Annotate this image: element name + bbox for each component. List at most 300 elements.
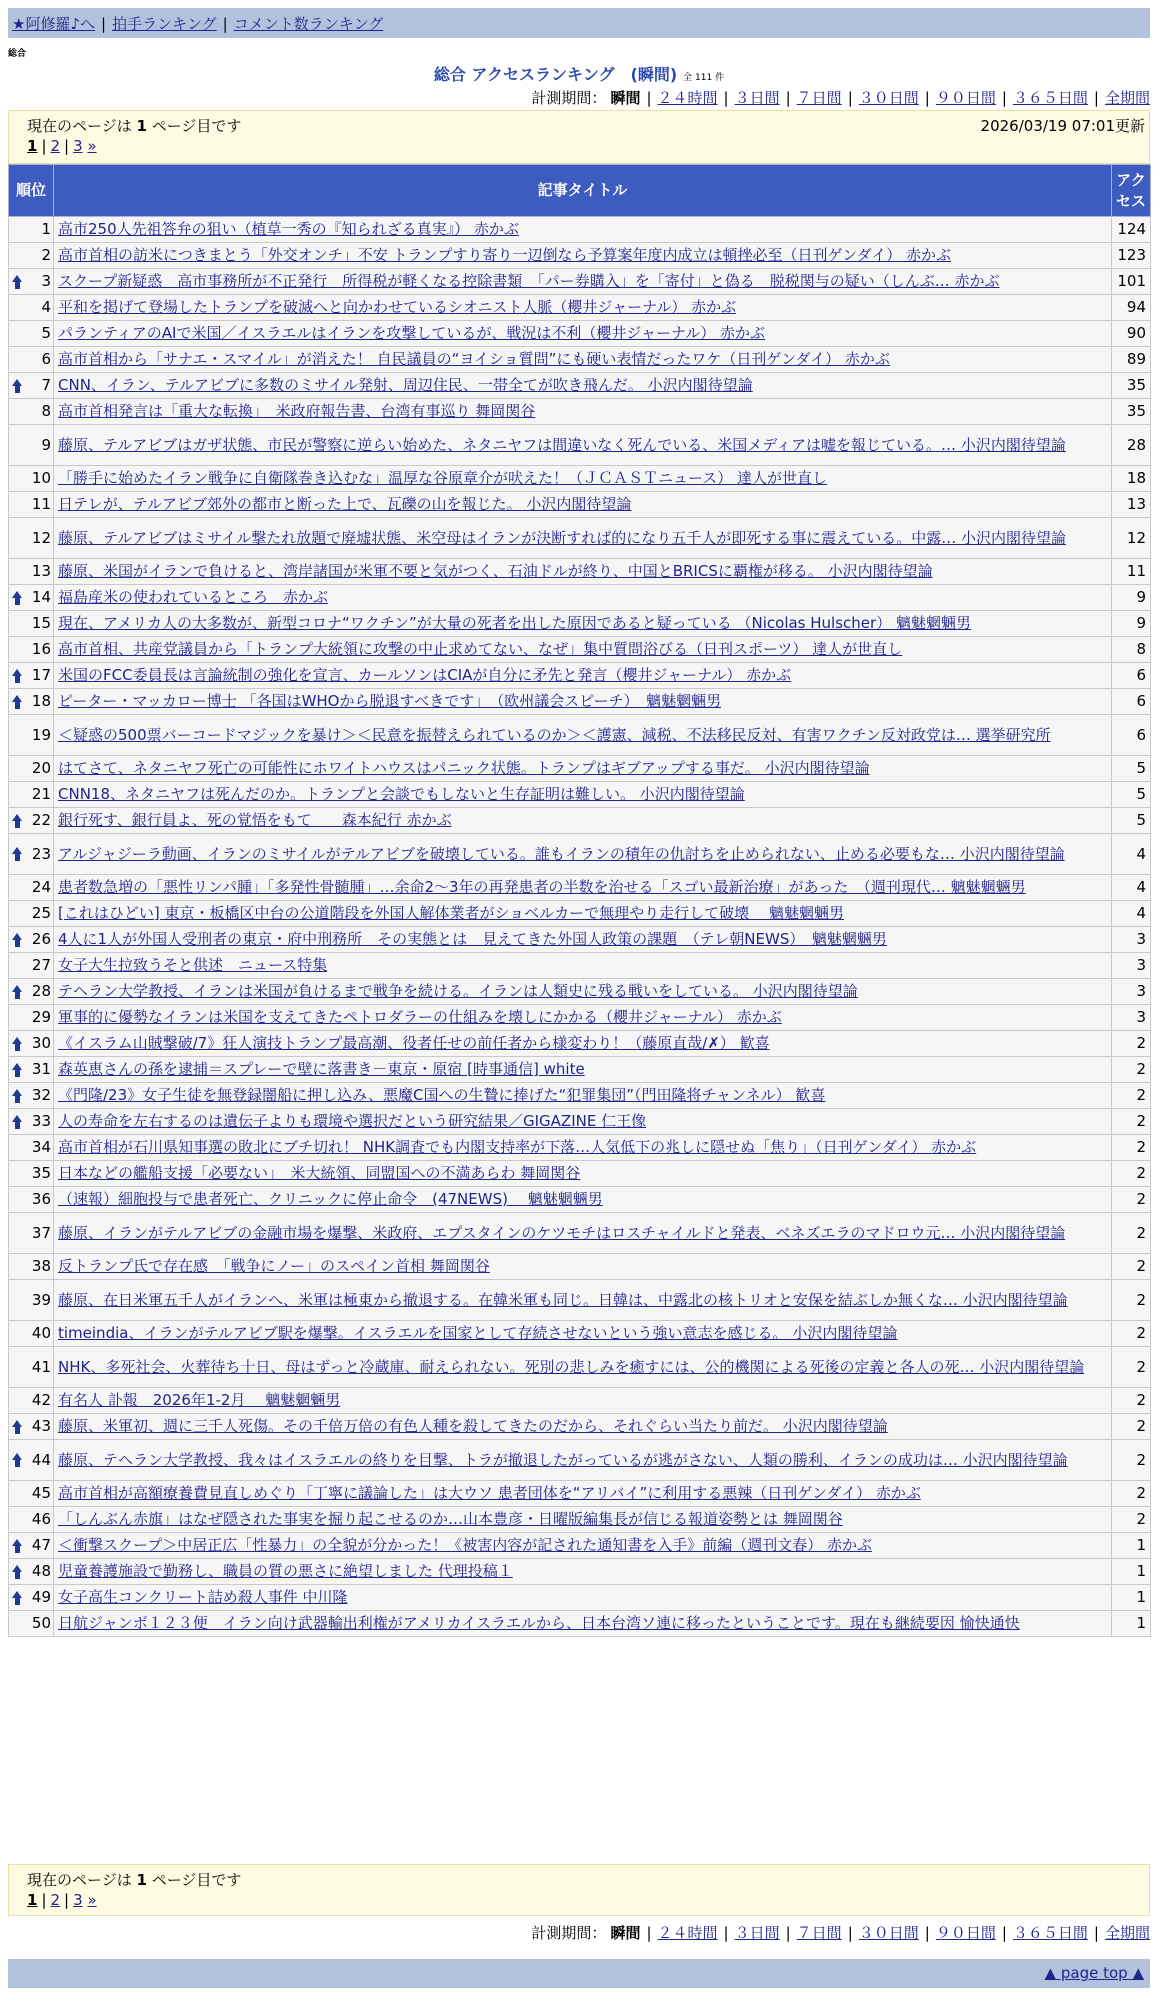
period-selector-bottom: 計測期間： 瞬間 | ２４時間 | ３日間 | ７日間 | ３０日間 | ９０日間 | ３６５日間 | 全期間 (531, 1924, 1150, 1942)
rank-number: 10 (31, 469, 51, 487)
title-cell (54, 979, 1112, 1005)
rank-up-arrow-icon (12, 933, 23, 947)
article-title-link[interactable]: 《イスラム山賊撃破/7》狂人演技トランプ最高潮、役者任せの前任者から様変わり！（藤原直哉/✗） 歓喜 (58, 1034, 770, 1052)
table-row (9, 243, 1151, 269)
table-row (9, 834, 1151, 875)
rank-number: 5 (41, 324, 51, 342)
article-title-link[interactable]: 高市首相から「サナエ・スマイル」が消えた！ 自民議員の“ヨイショ質問”にも硬い表情だったワケ（日刊ゲンダイ） 赤かぶ (58, 350, 890, 368)
access-count: 5 (1112, 808, 1151, 834)
access-count: 2 (1112, 1481, 1151, 1507)
category-tag: 総合 (8, 49, 27, 59)
rank-cell (9, 217, 54, 243)
access-count: 94 (1112, 295, 1151, 321)
rank-up-arrow-icon (12, 591, 23, 605)
article-title-link[interactable]: 高市首相の訪米につきまとう「外交オンチ」不安 トランプすり寄り一辺倒なら予算案年度内成立は頓挫必至（日刊ゲンダイ） 赤かぶ (58, 246, 952, 264)
rank-cell (9, 808, 54, 834)
title-cell (54, 1559, 1112, 1585)
access-count: 6 (1112, 715, 1151, 756)
rank-cell (9, 1109, 54, 1135)
rank-cell (9, 1388, 54, 1414)
article-title-link[interactable]: 藤原、在日米軍五千人がイランへ、米軍は極東から撤退する。在韓米軍も同じ。日韓は、中露北の核トリオと安保を結ぶしか無くな… 小沢内閣待望論 (58, 1290, 1068, 1309)
access-count: 5 (1112, 756, 1151, 782)
rank-number: 33 (31, 1112, 51, 1130)
period-link-90d[interactable]: ９０日間 (935, 89, 996, 107)
article-title-link[interactable]: 日本などの艦船支援「必要ない」 米大統領、同盟国への不満あらわ 舞岡関谷 (58, 1164, 581, 1182)
access-count: 1 (1112, 1559, 1151, 1585)
rank-up-arrow-icon (12, 1591, 23, 1605)
rank-cell (9, 1585, 54, 1611)
access-count: 18 (1112, 466, 1151, 492)
rank-number: 6 (41, 350, 51, 368)
article-title-link[interactable]: ＜疑惑の500票バーコードマジックを暴け＞＜民意を振替えられているのか＞＜護憲、減税、不法移民反対、有害ワクチン反対政党は… 選挙研究所 (58, 725, 1051, 744)
rank-number: 32 (31, 1086, 51, 1104)
access-count: 101 (1112, 269, 1151, 295)
article-title-link[interactable]: 現在、アメリカ人の大多数が、新型コロナ“ワクチン”が大量の死者を出した原因であると疑っている （Nicolas Hulscher） 魑魅魍魎男 (58, 614, 971, 632)
rank-number: 9 (41, 435, 51, 454)
rank-up-arrow-icon (12, 1089, 23, 1103)
rank-number: 12 (31, 528, 51, 547)
article-title-link[interactable]: [これはひどい] 東京・板橋区中台の公道階段を外国人解体業者がショベルカーで無理やり走行して破壊 魑魅魍魎男 (58, 904, 844, 922)
article-title-link[interactable]: 女子大生拉致うそと供述 ニュース特集 (58, 956, 328, 974)
access-count: 2 (1112, 1109, 1151, 1135)
title-cell (54, 347, 1112, 373)
rank-number: 29 (31, 1008, 51, 1026)
article-title-link[interactable]: 福島産米の使われているところ 赤かぶ (58, 588, 329, 606)
rank-number: 38 (31, 1257, 51, 1275)
rank-cell (9, 782, 54, 808)
table-row (9, 1481, 1151, 1507)
table-row (9, 1533, 1151, 1559)
article-title-link[interactable]: 反トランプ氏で存在感 「戦争にノー」のスペイン首相 舞岡関谷 (58, 1257, 490, 1275)
rank-cell (9, 1005, 54, 1031)
article-title-link[interactable]: 米国のFCC委員長は言論統制の強化を宣言、カールソンはCIAが自分に矛先と発言（櫻井ジャーナル） 赤かぶ (58, 666, 792, 684)
rank-number: 8 (41, 402, 51, 420)
title-cell (54, 492, 1112, 518)
rank-up-arrow-icon (12, 985, 23, 999)
period-link-24h[interactable]: ２４時間 (657, 89, 718, 107)
article-title-link[interactable]: テヘラン大学教授、イランは米国が負けるまで戦争を続ける。イランは人類史に残る戦いをしている。 小沢内閣待望論 (58, 982, 858, 1000)
rank-up-arrow-icon (12, 1063, 23, 1077)
rank-cell (9, 715, 54, 756)
page-link-3[interactable]: 3 (73, 137, 83, 155)
article-title-link[interactable]: はてさて、ネタニヤフ死亡の可能性にホワイトハウスはパニック状態。トランプはギブアップする事だ。 小沢内閣待望論 (58, 759, 870, 777)
title-cell (54, 663, 1112, 689)
article-title-link[interactable]: ピーター・マッカロー博士 「各国はWHOから脱退すべきです」 （欧州議会スピーチ） 魑魅魍魎男 (58, 692, 722, 710)
rank-cell (9, 518, 54, 559)
access-count: 35 (1112, 399, 1151, 425)
rank-cell (9, 1135, 54, 1161)
rank-up-arrow-icon (12, 379, 23, 393)
access-count: 2 (1112, 1507, 1151, 1533)
page-link-2[interactable]: 2 (50, 137, 61, 155)
table-row (9, 1440, 1151, 1481)
title-cell (54, 1533, 1112, 1559)
access-count: 2 (1112, 1031, 1151, 1057)
article-title-link[interactable]: 高市首相発言は「重大な転換」 米政府報告書、台湾有事巡り 舞岡関谷 (58, 402, 536, 420)
access-count: 9 (1112, 611, 1151, 637)
article-title-link[interactable]: CNN、イラン、テルアビブに多数のミサイル発射、周辺住民、一帯全てが吹き飛んだ。 小沢内閣待望論 (58, 376, 753, 394)
rank-cell (9, 756, 54, 782)
access-count: 3 (1112, 953, 1151, 979)
rank-number: 34 (31, 1138, 51, 1156)
article-title-link[interactable]: 高市首相が石川県知事選の敗北にブチ切れ！ NHK調査でも内閣支持率が下落…人気低下の兆しに隠せぬ「焦り」（日刊ゲンダイ） 赤かぶ (58, 1138, 977, 1156)
rank-number: 1 (41, 220, 51, 238)
rank-number: 46 (31, 1510, 51, 1528)
rank-number: 39 (31, 1290, 51, 1309)
title-cell (54, 373, 1112, 399)
rank-cell (9, 1031, 54, 1057)
table-row (9, 1135, 1151, 1161)
access-count: 2 (1112, 1254, 1151, 1280)
article-title-link[interactable]: 藤原、イランがテルアビブの金融市場を爆撃、米政府、エプスタインのケツモチはロスチャイルドと発表、ベネズエラのマドロウ元… 小沢内閣待望論 (58, 1223, 1066, 1242)
title-cell (54, 321, 1112, 347)
table-row (9, 1254, 1151, 1280)
article-title-link[interactable]: 藤原、米軍初、週に三千人死傷。その千倍万倍の有色人種を殺してきたのだから、それぐらい当たり前だ。 小沢内閣待望論 (58, 1417, 888, 1435)
rank-number: 7 (41, 376, 51, 394)
access-count: 5 (1112, 782, 1151, 808)
article-title-link[interactable]: 「しんぶん赤旗」はなぜ隠された事実を掘り起こせるのか…山本豊彦・日曜版編集長が信じる報道姿勢とは 舞岡関谷 (58, 1510, 843, 1528)
title-cell (54, 1135, 1112, 1161)
rank-number: 11 (31, 495, 51, 513)
nav-link-asyura[interactable]: ★阿修羅♪へ (12, 15, 96, 33)
title-cell (54, 1057, 1112, 1083)
page-link-3-bottom[interactable]: 3 (73, 1891, 83, 1909)
rank-cell (9, 373, 54, 399)
page-top-link[interactable]: ▲ page top ▲ (1044, 1964, 1144, 1982)
access-count: 2 (1112, 1280, 1151, 1321)
title-cell (54, 1611, 1112, 1637)
access-count: 2 (1112, 1187, 1151, 1213)
article-title-link[interactable]: 人の寿命を左右するのは遺伝子よりも環境や選択だという研究結果／GIGAZINE 仁王像 (58, 1112, 647, 1130)
title-cell (54, 399, 1112, 425)
access-count: 2 (1112, 1135, 1151, 1161)
title-cell (54, 689, 1112, 715)
access-count: 4 (1112, 875, 1151, 901)
rank-cell (9, 399, 54, 425)
title-cell (54, 1321, 1112, 1347)
article-title-link[interactable]: 藤原、テヘラン大学教授、我々はイスラエルの終りを目撃、トラが撤退したがっているが逃がさない、人類の勝利、イランの成功は… 小沢内閣待望論 (58, 1450, 1068, 1469)
period-link-365d[interactable]: ３６５日間 (1012, 89, 1088, 107)
article-title-link[interactable]: 有名人 訃報 2026年1-2月 魑魅魍魎男 (58, 1391, 341, 1409)
period-link-3d[interactable]: ３日間 (734, 89, 780, 107)
table-row (9, 979, 1151, 1005)
rank-cell (9, 295, 54, 321)
rank-number: 14 (31, 588, 51, 606)
title-cell (54, 1187, 1112, 1213)
period-link-7d-bottom[interactable]: ７日間 (796, 1924, 842, 1942)
table-row (9, 1388, 1151, 1414)
rank-cell (9, 243, 54, 269)
article-title-link[interactable]: 高市首相が高額療養費見直しめぐり「丁寧に議論した」は大ウソ 患者団体を“アリバイ”に利用する悪辣（日刊ゲンダイ） 赤かぶ (58, 1484, 921, 1502)
table-row (9, 1031, 1151, 1057)
title-cell (54, 715, 1112, 756)
table-row (9, 1187, 1151, 1213)
article-title-link[interactable]: 平和を掲げて登場したトランプを破滅へと向かわせているシオニスト人脈（櫻井ジャーナル） 赤かぶ (58, 298, 737, 316)
top-nav: ★阿修羅♪へ | 拍手ランキング | コメント数ランキング (8, 8, 1150, 38)
rank-number: 26 (31, 930, 51, 948)
page-title (0, 62, 1158, 85)
article-title-link[interactable]: ＜衝撃スクープ＞中居正広「性暴力」の全貌が分かった！《被害内容が記された通知書を入手》前編（週刊文春） 赤かぶ (58, 1536, 873, 1554)
rank-cell (9, 1347, 54, 1388)
table-row (9, 217, 1151, 243)
rank-number: 24 (31, 878, 51, 896)
rank-cell (9, 1414, 54, 1440)
rank-up-arrow-icon (12, 1115, 23, 1129)
article-title-link[interactable]: 児童養護施設で勤務し、職員の質の悪さに絶望しました 代理投稿１ (58, 1562, 513, 1580)
period-link-90d-bottom[interactable]: ９０日間 (935, 1924, 996, 1942)
rank-cell (9, 559, 54, 585)
rank-cell (9, 466, 54, 492)
rank-number: 43 (31, 1417, 51, 1435)
article-title-link[interactable]: 女子高生コンクリート詰め殺人事件 中川隆 (58, 1588, 348, 1606)
table-row (9, 1005, 1151, 1031)
access-count: 89 (1112, 347, 1151, 373)
access-count: 12 (1112, 518, 1151, 559)
rank-number: 36 (31, 1190, 51, 1208)
article-title-link[interactable]: timeindia、イランがテルアビブ駅を爆撃。イスラエルを国家として存続させないという強い意志を感じる。 小沢内閣待望論 (58, 1324, 898, 1342)
rank-number: 21 (31, 785, 51, 803)
title-cell (54, 927, 1112, 953)
article-title-link[interactable]: （速報）細胞投与で患者死亡、クリニックに停止命令 (47NEWS) 魑魅魍魎男 (58, 1190, 603, 1208)
page-title-text: 総合 アクセスランキング (瞬間) (433, 65, 678, 84)
period-link-3d-bottom[interactable]: ３日間 (734, 1924, 780, 1942)
article-title-link[interactable]: 「勝手に始めたイラン戦争に自衛隊巻き込むな」温厚な谷原章介が吠えた！（ＪＣＡＳＴニュース） 達人が世直し (58, 469, 828, 487)
title-cell (54, 1005, 1112, 1031)
period-label: 計測期間： (531, 89, 607, 107)
access-count: 2 (1112, 1347, 1151, 1388)
access-count: 1 (1112, 1585, 1151, 1611)
rank-up-arrow-icon (12, 1420, 23, 1434)
rank-number: 27 (31, 956, 51, 974)
rank-cell (9, 1187, 54, 1213)
table-row (9, 953, 1151, 979)
table-row (9, 927, 1151, 953)
table-row (9, 756, 1151, 782)
pager-bottom: 現在のページは 1 ページ目です 1 | 2 | 3 » (8, 1864, 1150, 1916)
rank-cell (9, 1611, 54, 1637)
rank-number: 48 (31, 1562, 51, 1580)
rank-number: 28 (31, 982, 51, 1000)
article-title-link[interactable]: 日テレが、テルアビブ郊外の都市と断った上で、瓦礫の山を報じた。 小沢内閣待望論 (58, 495, 632, 513)
table-row (9, 782, 1151, 808)
table-row (9, 1347, 1151, 1388)
title-cell (54, 782, 1112, 808)
access-count: 2 (1112, 1083, 1151, 1109)
period-link-365d-bottom[interactable]: ３６５日間 (1012, 1924, 1088, 1942)
access-count: 13 (1112, 492, 1151, 518)
table-row (9, 399, 1151, 425)
rank-cell (9, 1507, 54, 1533)
title-cell (54, 1213, 1112, 1254)
page-link-2-bottom[interactable]: 2 (50, 1891, 61, 1909)
period-link-all[interactable]: 全期間 (1104, 89, 1150, 107)
period-link-30d[interactable]: ３０日間 (858, 89, 919, 107)
table-row (9, 1414, 1151, 1440)
ranking-rows (9, 217, 1151, 1637)
article-title-link[interactable]: パランティアのAIで米国／イスラエルはイランを攻撃しているが、戦況は不利（櫻井ジャーナル） 赤かぶ (58, 324, 766, 342)
rank-cell (9, 492, 54, 518)
article-title-link[interactable]: 藤原、米国がイランで負けると、湾岸諸国が米軍不要と気がつく、石油ドルが終り、中国とBRICSに覇権が移る。 小沢内閣待望論 (58, 562, 933, 580)
title-cell (54, 808, 1112, 834)
rank-number: 2 (41, 246, 51, 264)
item-count: 全 111 件 (683, 73, 725, 83)
title-cell (54, 637, 1112, 663)
access-count: 28 (1112, 425, 1151, 466)
rank-cell (9, 663, 54, 689)
title-cell (54, 611, 1112, 637)
table-row (9, 637, 1151, 663)
current-page-number: 1 (136, 117, 147, 135)
article-title-link[interactable]: スクープ新疑惑 高市事務所が不正発行 所得税が軽くなる控除書類 「パー券購入」を「寄付」と偽る 脱税関与の疑い（しんぶ… 赤かぶ (58, 272, 1000, 290)
rank-number: 35 (31, 1164, 51, 1182)
table-row (9, 585, 1151, 611)
period-selector-top: 計測期間： 瞬間 | ２４時間 | ３日間 | ７日間 | ３０日間 | ９０日間 | ３６５日間 | 全期間 (531, 89, 1150, 107)
article-title-link[interactable]: 4人に1人が外国人受刑者の東京・府中刑務所 その実態とは 見えてきた外国人政策の課題 （テレ朝NEWS） 魑魅魍魎男 (58, 930, 887, 948)
table-row (9, 1559, 1151, 1585)
table-row (9, 715, 1151, 756)
rank-cell (9, 1559, 54, 1585)
access-count: 2 (1112, 1213, 1151, 1254)
column-header-title: 記事タイトル (54, 165, 1112, 217)
access-count: 35 (1112, 373, 1151, 399)
period-link-30d-bottom[interactable]: ３０日間 (858, 1924, 919, 1942)
title-cell (54, 559, 1112, 585)
rank-up-arrow-icon (12, 669, 23, 683)
rank-cell (9, 1440, 54, 1481)
title-cell (54, 1388, 1112, 1414)
article-title-link[interactable]: 藤原、テルアビブはガザ状態、市民が警察に逆らい始めた、ネタニヤフは間違いなく死んでいる、米国メディアは嘘を報じている。… 小沢内閣待望論 (58, 435, 1066, 454)
rank-cell (9, 689, 54, 715)
title-cell (54, 1414, 1112, 1440)
nav-link-applause-ranking[interactable]: 拍手ランキング (112, 15, 217, 33)
title-cell (54, 217, 1112, 243)
rank-cell (9, 834, 54, 875)
article-title-link[interactable]: 高市250人先祖答弁の狙い（植草一秀の『知られざる真実』） 赤かぶ (58, 220, 519, 238)
table-row (9, 1109, 1151, 1135)
rank-cell (9, 1254, 54, 1280)
title-cell (54, 585, 1112, 611)
rank-number: 30 (31, 1034, 51, 1052)
rank-up-arrow-icon (12, 1565, 23, 1579)
table-row (9, 1083, 1151, 1109)
column-header-access: アクセス (1112, 165, 1151, 217)
access-count: 123 (1112, 243, 1151, 269)
nav-link-comment-ranking[interactable]: コメント数ランキング (233, 15, 384, 33)
updated-timestamp: 2026/03/19 07:01更新 (980, 117, 1145, 135)
article-title-link[interactable]: NHK、多死社会、火葬待ち十日、母はずっと冷蔵庫、耐えられない。死別の悲しみを癒すには、公的機関による死後の定義と各人の死… 小沢内閣待望論 (58, 1357, 1085, 1376)
access-count: 1 (1112, 1533, 1151, 1559)
page-link-next[interactable]: » (87, 137, 97, 155)
table-row (9, 466, 1151, 492)
rank-number: 47 (31, 1536, 51, 1554)
rank-cell (9, 953, 54, 979)
rank-cell (9, 979, 54, 1005)
access-count: 90 (1112, 321, 1151, 347)
rank-cell (9, 1057, 54, 1083)
rank-number: 41 (31, 1357, 51, 1376)
rank-cell (9, 611, 54, 637)
table-row (9, 492, 1151, 518)
rank-cell (9, 1280, 54, 1321)
period-current: 瞬間 (610, 89, 641, 107)
rank-number: 44 (31, 1450, 51, 1469)
table-row (9, 373, 1151, 399)
title-cell (54, 466, 1112, 492)
table-row (9, 901, 1151, 927)
rank-cell (9, 347, 54, 373)
table-row (9, 425, 1151, 466)
rank-up-arrow-icon (12, 1037, 23, 1051)
page-link-next-bottom[interactable]: » (87, 1891, 97, 1909)
access-count: 6 (1112, 663, 1151, 689)
article-title-link[interactable]: 森英恵さんの孫を逮捕＝スプレーで壁に落書き－東京・原宿 [時事通信] white (58, 1060, 585, 1078)
title-cell (54, 1254, 1112, 1280)
period-link-all-bottom[interactable]: 全期間 (1104, 1924, 1150, 1942)
rank-cell (9, 321, 54, 347)
rank-number: 16 (31, 640, 51, 658)
rank-cell (9, 875, 54, 901)
title-cell (54, 756, 1112, 782)
title-cell (54, 901, 1112, 927)
table-row (9, 518, 1151, 559)
title-cell (54, 1083, 1112, 1109)
rank-number: 23 (31, 844, 51, 863)
table-row (9, 1213, 1151, 1254)
table-row (9, 347, 1151, 373)
period-link-24h-bottom[interactable]: ２４時間 (657, 1924, 718, 1942)
article-title-link[interactable]: アルジャジーラ動画、イランのミサイルがテルアビブを破壊している。誰もイランの積年の仇討ちを止められない、止める必要もな… 小沢内閣待望論 (58, 844, 1065, 863)
article-title-link[interactable]: 藤原、テルアビブはミサイル撃たれ放題で廃墟状態、米空母はイランが決断すれば的になり五千人が即死する事に震えている。中露… 小沢内閣待望論 (58, 528, 1066, 547)
rank-cell (9, 585, 54, 611)
article-title-link[interactable]: 高市首相、共産党議員から「トランプ大統領に攻撃の中止求めてない、なぜ」集中質問浴びる（日刊スポーツ） 達人が世直し (58, 640, 903, 658)
rank-number: 42 (31, 1391, 51, 1409)
access-count: 6 (1112, 689, 1151, 715)
article-title-link[interactable]: 患者数急増の「悪性リンパ腫」「多発性骨髄腫」…余命2～3年の再発患者の半数を治せる「スゴい最新治療」があった （週刊現代… 魑魅魍魎男 (58, 878, 1026, 896)
access-count: 8 (1112, 637, 1151, 663)
title-cell (54, 1585, 1112, 1611)
rank-cell (9, 1481, 54, 1507)
title-cell (54, 1507, 1112, 1533)
title-cell (54, 1161, 1112, 1187)
rank-number: 50 (31, 1614, 51, 1632)
rank-number: 15 (31, 614, 51, 632)
table-row (9, 875, 1151, 901)
access-count: 3 (1112, 979, 1151, 1005)
article-title-link[interactable]: 銀行死す、銀行員よ、死の覚悟をもて 森本紀行 赤かぶ (58, 811, 452, 829)
table-row (9, 1280, 1151, 1321)
title-cell (54, 1280, 1112, 1321)
period-link-7d[interactable]: ７日間 (796, 89, 842, 107)
title-cell (54, 269, 1112, 295)
article-title-link[interactable]: 軍事的に優勢なイランは米国を支えてきたペトロダラーの仕組みを壊しにかかる（櫻井ジャーナル） 赤かぶ (58, 1008, 782, 1026)
table-row (9, 611, 1151, 637)
title-cell (54, 1481, 1112, 1507)
table-row (9, 321, 1151, 347)
access-count: 9 (1112, 585, 1151, 611)
rank-cell (9, 1083, 54, 1109)
table-row (9, 689, 1151, 715)
article-title-link[interactable]: CNN18、ネタニヤフは死んだのか。トランプと会談でもしないと生存証明は難しい。 小沢内閣待望論 (58, 785, 745, 803)
article-title-link[interactable]: 日航ジャンボ１２３便 イラン向け武器輸出利権がアメリカイスラエルから、日本台湾ソ連に移ったということです。現在も継続要因 愉快通快 (58, 1614, 1020, 1632)
access-count: 4 (1112, 834, 1151, 875)
access-count: 3 (1112, 1005, 1151, 1031)
title-cell (54, 953, 1112, 979)
pager-top: 現在のページは 1 ページ目です 2026/03/19 07:01更新 1 | 2 | 3 » (8, 110, 1150, 164)
title-cell (54, 1440, 1112, 1481)
article-title-link[interactable]: 《門隆/23》女子生徒を無登録闇船に押し込み、悪魔C国への生贄に捧げた“犯罪集団”（門田隆将チャンネル） 歓喜 (58, 1086, 826, 1104)
pagination: 1 | 2 | 3 » (27, 137, 97, 155)
rank-number: 18 (31, 692, 51, 710)
